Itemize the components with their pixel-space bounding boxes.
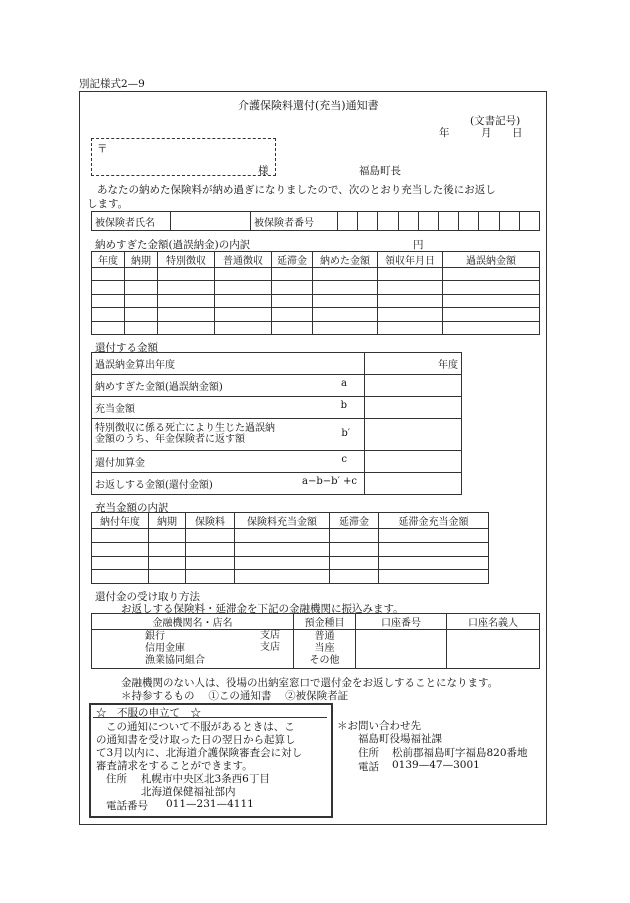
allocation-header: 延滞金充当金額 (379, 513, 489, 529)
insured-number-digit[interactable] (438, 212, 458, 231)
postal-mark: 〒 (97, 143, 108, 155)
contact-address: 松前郡福島町字福島820番地 (392, 747, 528, 759)
branch-label: 支店 (260, 642, 280, 653)
refund-code: b′ (341, 428, 350, 440)
table-row (92, 556, 489, 570)
intro-line-2: します。 (87, 198, 129, 210)
bank-header: 預金種目 (294, 614, 356, 630)
insured-table (91, 211, 540, 231)
overpaid-header: 過誤納金額 (443, 252, 540, 268)
insured-number-digit[interactable] (378, 212, 398, 231)
overpaid-header: 領収年月日 (378, 252, 443, 268)
overpaid-header: 普通徴収 (215, 252, 272, 268)
bank-type: 銀行 (145, 631, 165, 642)
receipt-line: お返しする保険料・延滞金を下記の金融機関に振込みます。 (121, 603, 404, 615)
allocation-caption: 充当金額の内訳 (95, 502, 169, 514)
refund-table (91, 352, 462, 495)
refund-row-label: b′ 特別徴収に係る死亡により生じた過誤納 金額のうち、年金保険者に返す額 (92, 419, 365, 451)
overpaid-table (91, 251, 540, 335)
contact-title: ＊お問い合わせ先 (337, 720, 421, 732)
date-day: 日 (512, 127, 523, 139)
receipt-caption: 還付金の受け取り方法 (95, 591, 200, 603)
bring-items: ＊持参するもの ①この通知書 ②被保険者証 (121, 690, 349, 702)
deposit-type: その他 (309, 655, 340, 666)
insured-number-digit[interactable] (418, 212, 438, 231)
contact-dept: 福島町役場福祉課 (358, 733, 442, 745)
insured-name-field[interactable] (171, 212, 251, 231)
table-row (92, 281, 540, 294)
date-year: 年 (439, 127, 450, 139)
refund-code: a (341, 378, 347, 390)
appeal-address-label: 住所 (106, 773, 127, 785)
insured-number-digit[interactable] (398, 212, 418, 231)
account-holder-field[interactable] (447, 630, 540, 669)
appeal-line: の通知書を受け取った日の翌日から起算し (96, 734, 296, 746)
table-row (92, 308, 540, 321)
refund-value-field[interactable] (365, 450, 462, 472)
refund-row-label: 還付加算金 c (92, 450, 365, 472)
insured-number-digit[interactable] (479, 212, 499, 231)
deposit-type: 普通 (314, 631, 335, 642)
table-row (92, 570, 489, 584)
insured-number-digit[interactable] (338, 212, 358, 231)
overpaid-header: 納期 (125, 252, 158, 268)
issuer: 福島町長 (359, 165, 401, 177)
refund-row-label: お返しする金額(還付金額) a−b−b′ +c (92, 472, 365, 494)
intro-line-1: あなたの納めた保険料が納め過ぎになりましたので、次のとおり充当した後にお返し (97, 184, 496, 196)
insured-number-digit[interactable] (358, 212, 378, 231)
overpaid-header: 特別徴収 (158, 252, 215, 268)
address-box[interactable] (91, 138, 276, 176)
refund-row-label: 過誤納金算出年度 (92, 353, 365, 375)
receipt-note: 金融機関のない人は、役場の出納室窓口で還付金をお返しすることになります。 (121, 677, 499, 689)
appeal-line: 審査請求をすることができます。 (96, 760, 253, 772)
insured-name-label: 被保険者氏名 (92, 212, 171, 231)
appeal-phone-label: 電話番号 (106, 800, 148, 812)
appeal-phone: 011—231—4111 (166, 798, 254, 810)
contact-phone: 0139—47—3001 (392, 759, 480, 771)
refund-value-field[interactable] (365, 472, 462, 494)
appeal-line: て3月以内に、北海道介護保険審査会に対し (96, 747, 303, 759)
deposit-type: 当座 (314, 643, 335, 654)
contact-address-label: 住所 (358, 747, 379, 759)
appeal-address: 札幌市中央区北3条西6丁目 (141, 773, 270, 785)
table-row (92, 321, 540, 334)
appeal-line: この通知について不服があるときは、こ (106, 721, 295, 733)
refund-value-field[interactable] (365, 397, 462, 419)
refund-value-field[interactable] (365, 419, 462, 451)
overpaid-header: 納めた金額 (313, 252, 378, 268)
form-id: 別記様式2—9 (79, 78, 145, 90)
table-row (92, 294, 540, 307)
overpaid-header: 年度 (92, 252, 125, 268)
refund-caption: 還付する金額 (95, 342, 158, 354)
refund-row-value: 年度 (365, 353, 462, 375)
refund-value-field[interactable] (365, 375, 462, 397)
insured-number-digit[interactable] (499, 212, 519, 231)
bank-type: 信用金庫 (145, 643, 185, 654)
bank-header: 金融機関名・店名 (92, 614, 294, 630)
refund-code: c (341, 453, 347, 465)
refund-code: b (340, 400, 347, 412)
allocation-header: 保険料充当金額 (235, 513, 330, 529)
bank-table (91, 613, 540, 669)
table-row (92, 268, 540, 281)
refund-code: a−b−b′ +c (302, 475, 357, 487)
appeal-divider (93, 717, 327, 718)
account-number-field[interactable] (356, 630, 447, 669)
table-row (92, 542, 489, 556)
overpaid-caption: 納めすぎた金額(過誤納金)の内訳 (95, 239, 251, 251)
insured-number-digit[interactable] (459, 212, 479, 231)
branch-label: 支店 (260, 630, 280, 641)
contact-phone-label: 電話 (358, 761, 379, 773)
bank-header: 口座番号 (356, 614, 447, 630)
allocation-header: 納付年度 (92, 513, 149, 529)
bank-name-cell[interactable] (92, 630, 294, 669)
deposit-type-cell[interactable] (294, 630, 356, 669)
form-title: 介護保険料還付(充当)通知書 (238, 99, 379, 112)
doc-number: (文書記号) (470, 115, 521, 127)
overpaid-unit: 円 (413, 239, 424, 251)
insured-number-label: 被保険者番号 (251, 212, 338, 231)
addressee-suffix: 様 (258, 165, 269, 177)
appeal-title: ☆ 不服の申立て ☆ (96, 707, 201, 719)
refund-row-label: 納めすぎた金額(過誤納金額) a (92, 375, 365, 397)
allocation-header: 延滞金 (330, 513, 379, 529)
insured-number-digit[interactable] (519, 212, 539, 231)
overpaid-header: 延滞金 (272, 252, 313, 268)
allocation-table (91, 512, 489, 584)
date-month: 月 (481, 127, 492, 139)
appeal-dept: 北海道保健福祉部内 (141, 786, 236, 798)
allocation-header: 納期 (149, 513, 186, 529)
allocation-header: 保険料 (186, 513, 235, 529)
bank-type: 漁業協同組合 (145, 655, 205, 666)
refund-row-label: 充当金額 b (92, 397, 365, 419)
bank-header: 口座名義人 (447, 614, 540, 630)
table-row (92, 529, 489, 543)
